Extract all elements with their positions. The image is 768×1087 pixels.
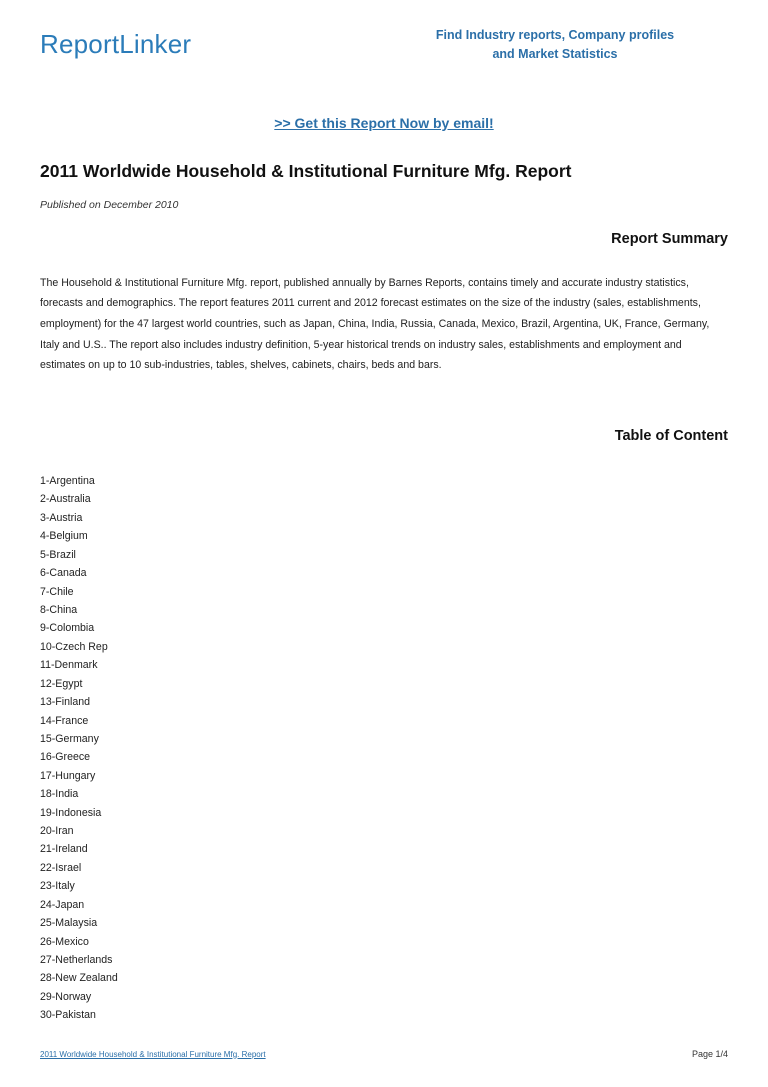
table-of-content-list — [40, 472, 728, 1025]
table-of-content-heading: Table of Content — [614, 428, 728, 445]
report-summary-heading: Report Summary — [611, 230, 728, 247]
get-report-link[interactable]: >> Get this Report Now by email! — [274, 114, 494, 131]
page-footer — [40, 1049, 728, 1059]
list-item[interactable]: 25-Malaysia — [40, 917, 98, 930]
list-item[interactable]: 7-Chile — [40, 585, 74, 598]
footer-report-link[interactable]: 2011 Worldwide Household & Institutional Furniture Mfg. Report — [40, 1049, 266, 1059]
page-header — [40, 26, 728, 65]
list-item[interactable]: 23-Italy — [40, 880, 75, 893]
list-item[interactable]: 15-Germany — [40, 732, 99, 745]
list-item[interactable]: 27-Netherlands — [40, 954, 113, 966]
list-item[interactable]: 5-Brazil — [40, 548, 76, 561]
header-tagline-line1: Find Industry reports, Company profiles — [435, 28, 675, 42]
list-item[interactable]: 6-Canada — [40, 567, 87, 580]
get-report-container — [40, 115, 728, 133]
reportlinker-logo[interactable]: ReportLinker — [40, 29, 192, 59]
published-date: Published on December 2010 — [40, 198, 179, 211]
list-item[interactable]: 4-Belgium — [40, 530, 88, 543]
list-item[interactable]: 12-Egypt — [40, 677, 83, 690]
footer-page-number: Page 1/4 — [691, 1049, 728, 1059]
report-summary-body: The Household & Institutional Furniture Mfg. report, published annually by Barnes Reports, contains timely and accurate industry statistics, forecasts and demographics. The report features 2011 current and 2012 forecast estimates on the size of the industry (sales, establishments, employment) for the 47 largest world countries, such as Japan, China, India, Russia, Canada, Mexico, Brazil, Argentina, UK, France, Germany, Italy and U.S.. The report also includes industry definition, 5-year historical trends on industry sales, establishments and employment and estimates on up to 10 sub-industries, tables, shelves, cabinets, chairs, beds and bars. — [40, 276, 710, 372]
list-item[interactable]: 13-Finland — [40, 696, 91, 709]
list-item[interactable]: 20-Iran — [40, 825, 74, 838]
header-tagline — [390, 26, 720, 65]
list-item[interactable]: 3-Austria — [40, 511, 83, 524]
list-item[interactable]: 29-Norway — [40, 990, 92, 1003]
list-item[interactable]: 9-Colombia — [40, 622, 95, 635]
list-item[interactable]: 21-Ireland — [40, 843, 88, 856]
list-item[interactable]: 19-Indonesia — [40, 806, 102, 819]
list-item[interactable]: 28-New Zealand — [40, 972, 118, 985]
list-item[interactable]: 24-Japan — [40, 898, 85, 911]
list-item[interactable]: 14-France — [40, 714, 89, 727]
list-item[interactable]: 17-Hungary — [40, 769, 96, 782]
page-title: 2011 Worldwide Household & Institutional Furniture Mfg. Report — [40, 160, 572, 181]
list-item[interactable]: 10-Czech Rep — [40, 640, 108, 653]
list-item[interactable]: 16-Greece — [40, 751, 91, 764]
list-item[interactable]: 1-Argentina — [40, 475, 95, 488]
list-item[interactable]: 8-China — [40, 603, 78, 616]
list-item[interactable]: 11-Denmark — [40, 659, 98, 672]
header-tagline-line2: and Market Statistics — [492, 47, 618, 62]
list-item[interactable]: 18-India — [40, 788, 79, 801]
list-item[interactable]: 22-Israel — [40, 861, 82, 874]
list-item[interactable]: 2-Australia — [40, 493, 91, 506]
list-item[interactable]: 26-Mexico — [40, 935, 89, 948]
list-item[interactable]: 30-Pakistan — [40, 1009, 96, 1022]
